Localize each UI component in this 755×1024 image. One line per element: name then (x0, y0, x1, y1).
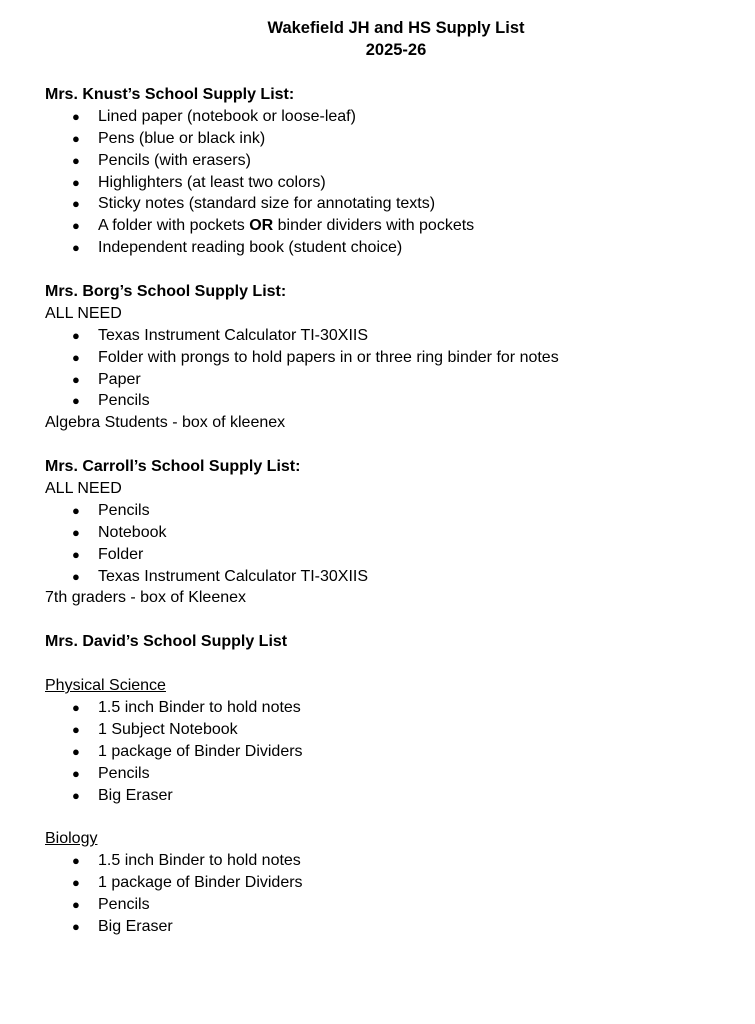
list-item-text: Folder (98, 545, 144, 563)
list-item (45, 522, 745, 544)
emphasis-or: OR (249, 217, 274, 235)
list-item-text: 1.5 inch Binder to hold notes (98, 852, 301, 870)
list-item (45, 500, 745, 522)
document-header (0, 18, 755, 61)
bullet-icon: ● (72, 787, 80, 803)
bullet-icon: ● (72, 765, 80, 781)
list-item (45, 916, 745, 938)
list-item-text: Highlighters (at least two colors) (98, 173, 326, 191)
carroll-all-need: ALL NEED (45, 480, 122, 498)
bullet-icon: ● (72, 568, 80, 584)
list-item-text: Lined paper (notebook or loose-leaf) (98, 107, 356, 125)
list-item-text-part: binder dividers with pockets (273, 217, 475, 235)
bullet-icon: ● (72, 174, 80, 190)
bullet-icon: ● (72, 108, 80, 124)
list-item-text: 1 Subject Notebook (98, 720, 238, 738)
list-item-text: Pencils (98, 392, 150, 410)
list-item (45, 566, 745, 588)
biology-supply-list (45, 850, 745, 938)
list-item-text: Pens (blue or black ink) (98, 129, 266, 147)
spacer (45, 259, 745, 281)
list-item-text: Pencils (98, 764, 150, 782)
list-item-text: Notebook (98, 523, 167, 541)
carroll-heading: Mrs. Carroll’s School Supply List: (45, 458, 301, 476)
list-item (45, 390, 745, 412)
bullet-icon: ● (72, 349, 80, 365)
bullet-icon: ● (72, 130, 80, 146)
bullet-icon: ● (72, 918, 80, 934)
knust-supply-list (45, 106, 745, 259)
bullet-icon: ● (72, 218, 80, 234)
list-item (45, 894, 745, 916)
list-item (45, 347, 745, 369)
list-item (45, 172, 745, 194)
spacer (45, 434, 745, 456)
document-title: Wakefield JH and HS Supply List (267, 19, 525, 37)
bullet-icon: ● (72, 196, 80, 212)
bullet-icon: ● (72, 875, 80, 891)
list-item-text: Big Eraser (98, 786, 173, 804)
biology-label: Biology (45, 830, 98, 848)
david-heading: Mrs. David’s School Supply List (45, 633, 288, 651)
physical-science-label: Physical Science (45, 677, 166, 695)
bullet-icon: ● (72, 327, 80, 343)
bullet-icon: ● (72, 853, 80, 869)
bullet-icon: ● (72, 240, 80, 256)
list-item (45, 150, 745, 172)
carroll-supply-list (45, 500, 745, 588)
bullet-icon: ● (72, 743, 80, 759)
list-item (45, 215, 745, 237)
bullet-icon: ● (72, 502, 80, 518)
list-item-text-part: A folder with pockets (98, 217, 250, 235)
list-item-text: 1 package of Binder Dividers (98, 874, 303, 892)
document-body (45, 84, 745, 938)
document-year: 2025-26 (365, 40, 427, 59)
borg-all-need: ALL NEED (45, 304, 122, 322)
bullet-icon: ● (72, 524, 80, 540)
list-item (45, 106, 745, 128)
knust-heading: Mrs. Knust’s School Supply List: (45, 86, 295, 103)
list-item-text: 1 package of Binder Dividers (98, 742, 303, 760)
list-item-text: 1.5 inch Binder to hold notes (98, 698, 301, 716)
bullet-icon: ● (72, 546, 80, 562)
spacer (45, 806, 745, 828)
list-item-text: Texas Instrument Calculator TI-30XIIS (98, 567, 369, 585)
list-item-text: Independent reading book (student choice) (98, 239, 403, 257)
carroll-note: 7th graders - box of Kleenex (45, 589, 247, 607)
list-item-text: Sticky notes (standard size for annotating texts) (98, 195, 436, 213)
borg-heading: Mrs. Borg’s School Supply List: (45, 283, 287, 301)
list-item (45, 544, 745, 566)
bullet-icon: ● (72, 152, 80, 168)
list-item-text: Pencils (98, 895, 150, 913)
borg-supply-list (45, 325, 745, 413)
bullet-icon: ● (72, 896, 80, 912)
list-item (45, 850, 745, 872)
bullet-icon: ● (72, 699, 80, 715)
list-item-text: Pencils (98, 501, 150, 519)
list-item (45, 325, 745, 347)
bullet-icon: ● (72, 371, 80, 387)
list-item (45, 369, 745, 391)
bullet-icon: ● (72, 393, 80, 409)
spacer (45, 609, 745, 631)
physical-science-supply-list (45, 697, 745, 806)
list-item (45, 193, 745, 215)
list-item-text: Paper (98, 370, 141, 388)
list-item (45, 128, 745, 150)
list-item-text: Big Eraser (98, 917, 173, 935)
spacer (45, 653, 745, 675)
list-item (45, 697, 745, 719)
list-item-text: Texas Instrument Calculator TI-30XIIS (98, 326, 369, 344)
list-item (45, 785, 745, 807)
list-item (45, 719, 745, 741)
bullet-icon: ● (72, 721, 80, 737)
list-item-text: Pencils (with erasers) (98, 151, 251, 169)
list-item-text: Folder with prongs to hold papers in or three ring binder for notes (98, 348, 559, 366)
list-item (45, 741, 745, 763)
list-item (45, 763, 745, 785)
list-item (45, 872, 745, 894)
borg-note: Algebra Students - box of kleenex (45, 414, 286, 432)
list-item (45, 237, 745, 259)
